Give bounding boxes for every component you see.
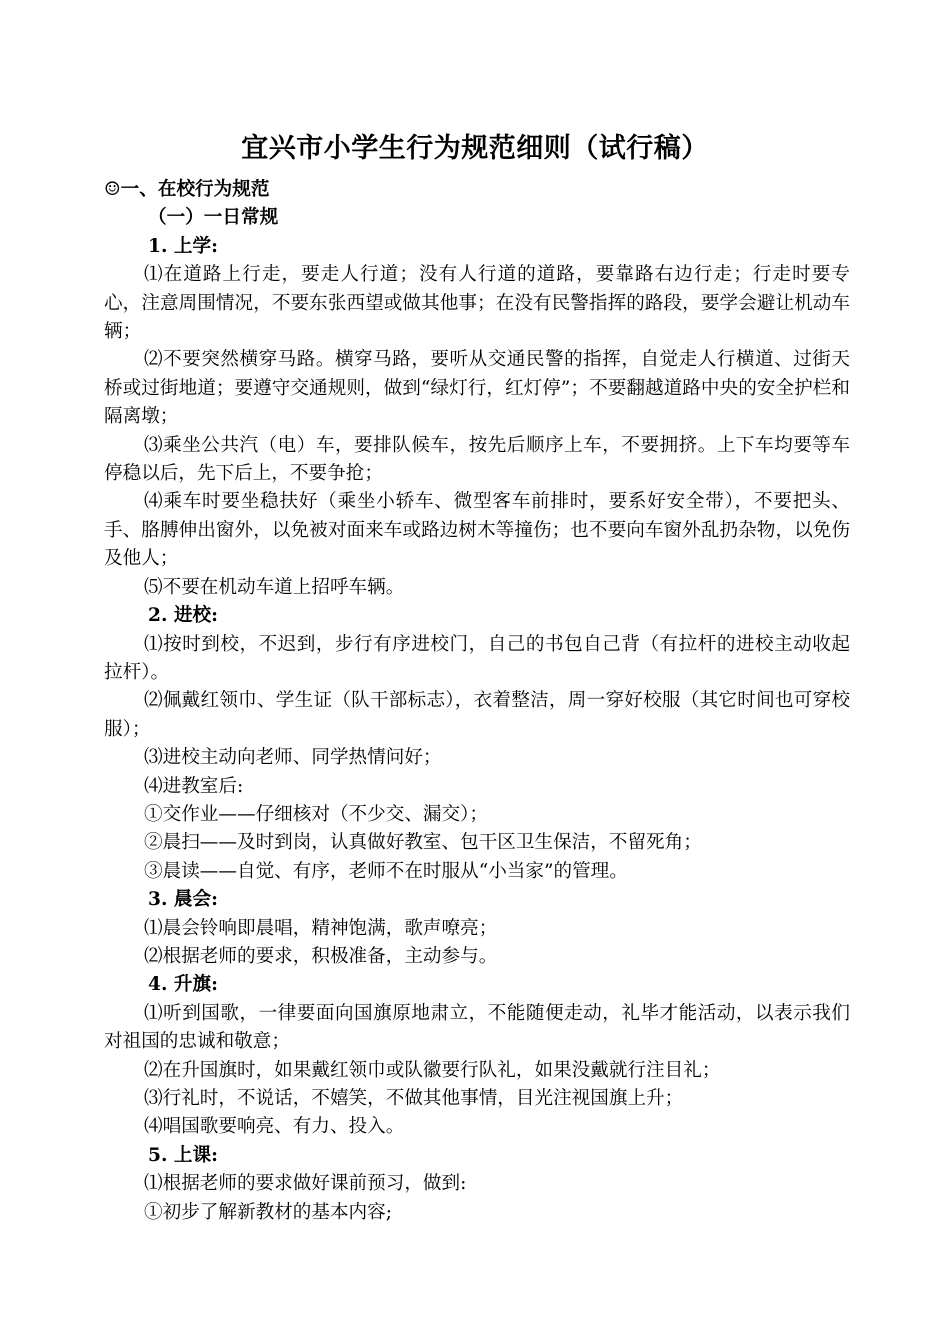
document-body <box>104 176 850 1227</box>
rule-paragraph: ⑴根据老师的要求做好课前预习，做到: <box>144 1173 467 1195</box>
section-heading <box>104 176 850 204</box>
rule-paragraph: ⑵不要突然横穿马路。横穿马路，要听从交通民警的指挥，自觉走人行横道、过街天桥或过街地道；要遵守交通规则，做到“绿灯行，红灯停”；不要翻越道路中央的安全护栏和隔离墩； <box>104 349 850 428</box>
topic-heading-flag-raising: 4. 升旗: <box>148 974 218 996</box>
section-heading-text: 一、在校行为规范 <box>120 179 270 200</box>
rule-paragraph: ⑴听到国歌，一律要面向国旗原地肃立，不能随便走动，礼毕才能活动，以表示我们对祖国的忠诚和敬意； <box>104 1002 850 1053</box>
rule-paragraph: ⑵佩戴红领巾、学生证（队干部标志），衣着整洁，周一穿好校服（其它时间也可穿校服）； <box>104 690 850 740</box>
rule-subitem: ①初步了解新教材的基本内容; <box>144 1201 392 1223</box>
rule-paragraph: ⑶行礼时，不说话，不嬉笑，不做其他事情，目光注视国旗上升； <box>144 1088 684 1109</box>
rule-paragraph: ⑸不要在机动车道上招呼车辆。 <box>144 576 405 598</box>
rule-subitem: ①交作业——仔细核对（不少交、漏交）； <box>144 803 488 825</box>
rule-paragraph: ⑵根据老师的要求，积极准备，主动参与。 <box>144 945 498 967</box>
topic-heading-school-commute: 1. 上学: <box>148 235 218 257</box>
topic-heading-enter-school: 2. 进校: <box>148 605 218 627</box>
topic-heading-morning-meeting: 3. 晨会: <box>148 889 218 911</box>
rule-subitem: ③晨读——自觉、有序，老师不在时服从“小当家”的管理。 <box>144 860 628 882</box>
rule-paragraph: ⑶进校主动向老师、同学热情问好； <box>144 747 442 769</box>
rule-subitem: ②晨扫——及时到岗，认真做好教室、包干区卫生保洁，不留死角； <box>144 832 702 854</box>
rule-paragraph: ⑴按时到校，不迟到，步行有序进校门，自己的书包自己背（有拉杆的进校主动收起拉杆）。 <box>104 633 850 683</box>
rule-paragraph: ⑷进教室后: <box>144 775 244 797</box>
rule-paragraph: ⑶乘坐公共汽（电）车，要排队候车，按先后顺序上车，不要拥挤。上下车均要等车停稳以后，先下后上，不要争抢； <box>104 434 850 485</box>
rule-paragraph: ⑷乘车时要坐稳扶好（乘坐小轿车、微型客车前排时，要系好安全带），不要把头、手、胳膊伸出窗外，以免被对面来车或路边树木等撞伤；也不要向车窗外乱扔杂物，以免伤及他人； <box>104 491 850 570</box>
subsection-heading: （一）一日常规 <box>148 207 279 229</box>
rule-paragraph: ⑷唱国歌要响亮、有力、投入。 <box>144 1116 405 1138</box>
rule-paragraph: ⑵在升国旗时，如果戴红领巾或队徽要行队礼，如果没戴就行注目礼； <box>144 1059 721 1081</box>
document-title: 宜兴市小学生行为规范细则（试行稿） <box>241 133 709 164</box>
smiley-icon: ☺ <box>104 179 121 200</box>
rule-paragraph: ⑴晨会铃响即晨唱，精神饱满，歌声嘹亮； <box>144 917 498 939</box>
topic-heading-class: 5. 上课: <box>148 1144 218 1166</box>
rule-paragraph: ⑴在道路上行走，要走人行道；没有人行道的道路，要靠路右边行走；行走时要专心，注意周围情况，不要东张西望或做其他事；在没有民警指挥的路段，要学会避让机动车辆； <box>104 264 850 343</box>
